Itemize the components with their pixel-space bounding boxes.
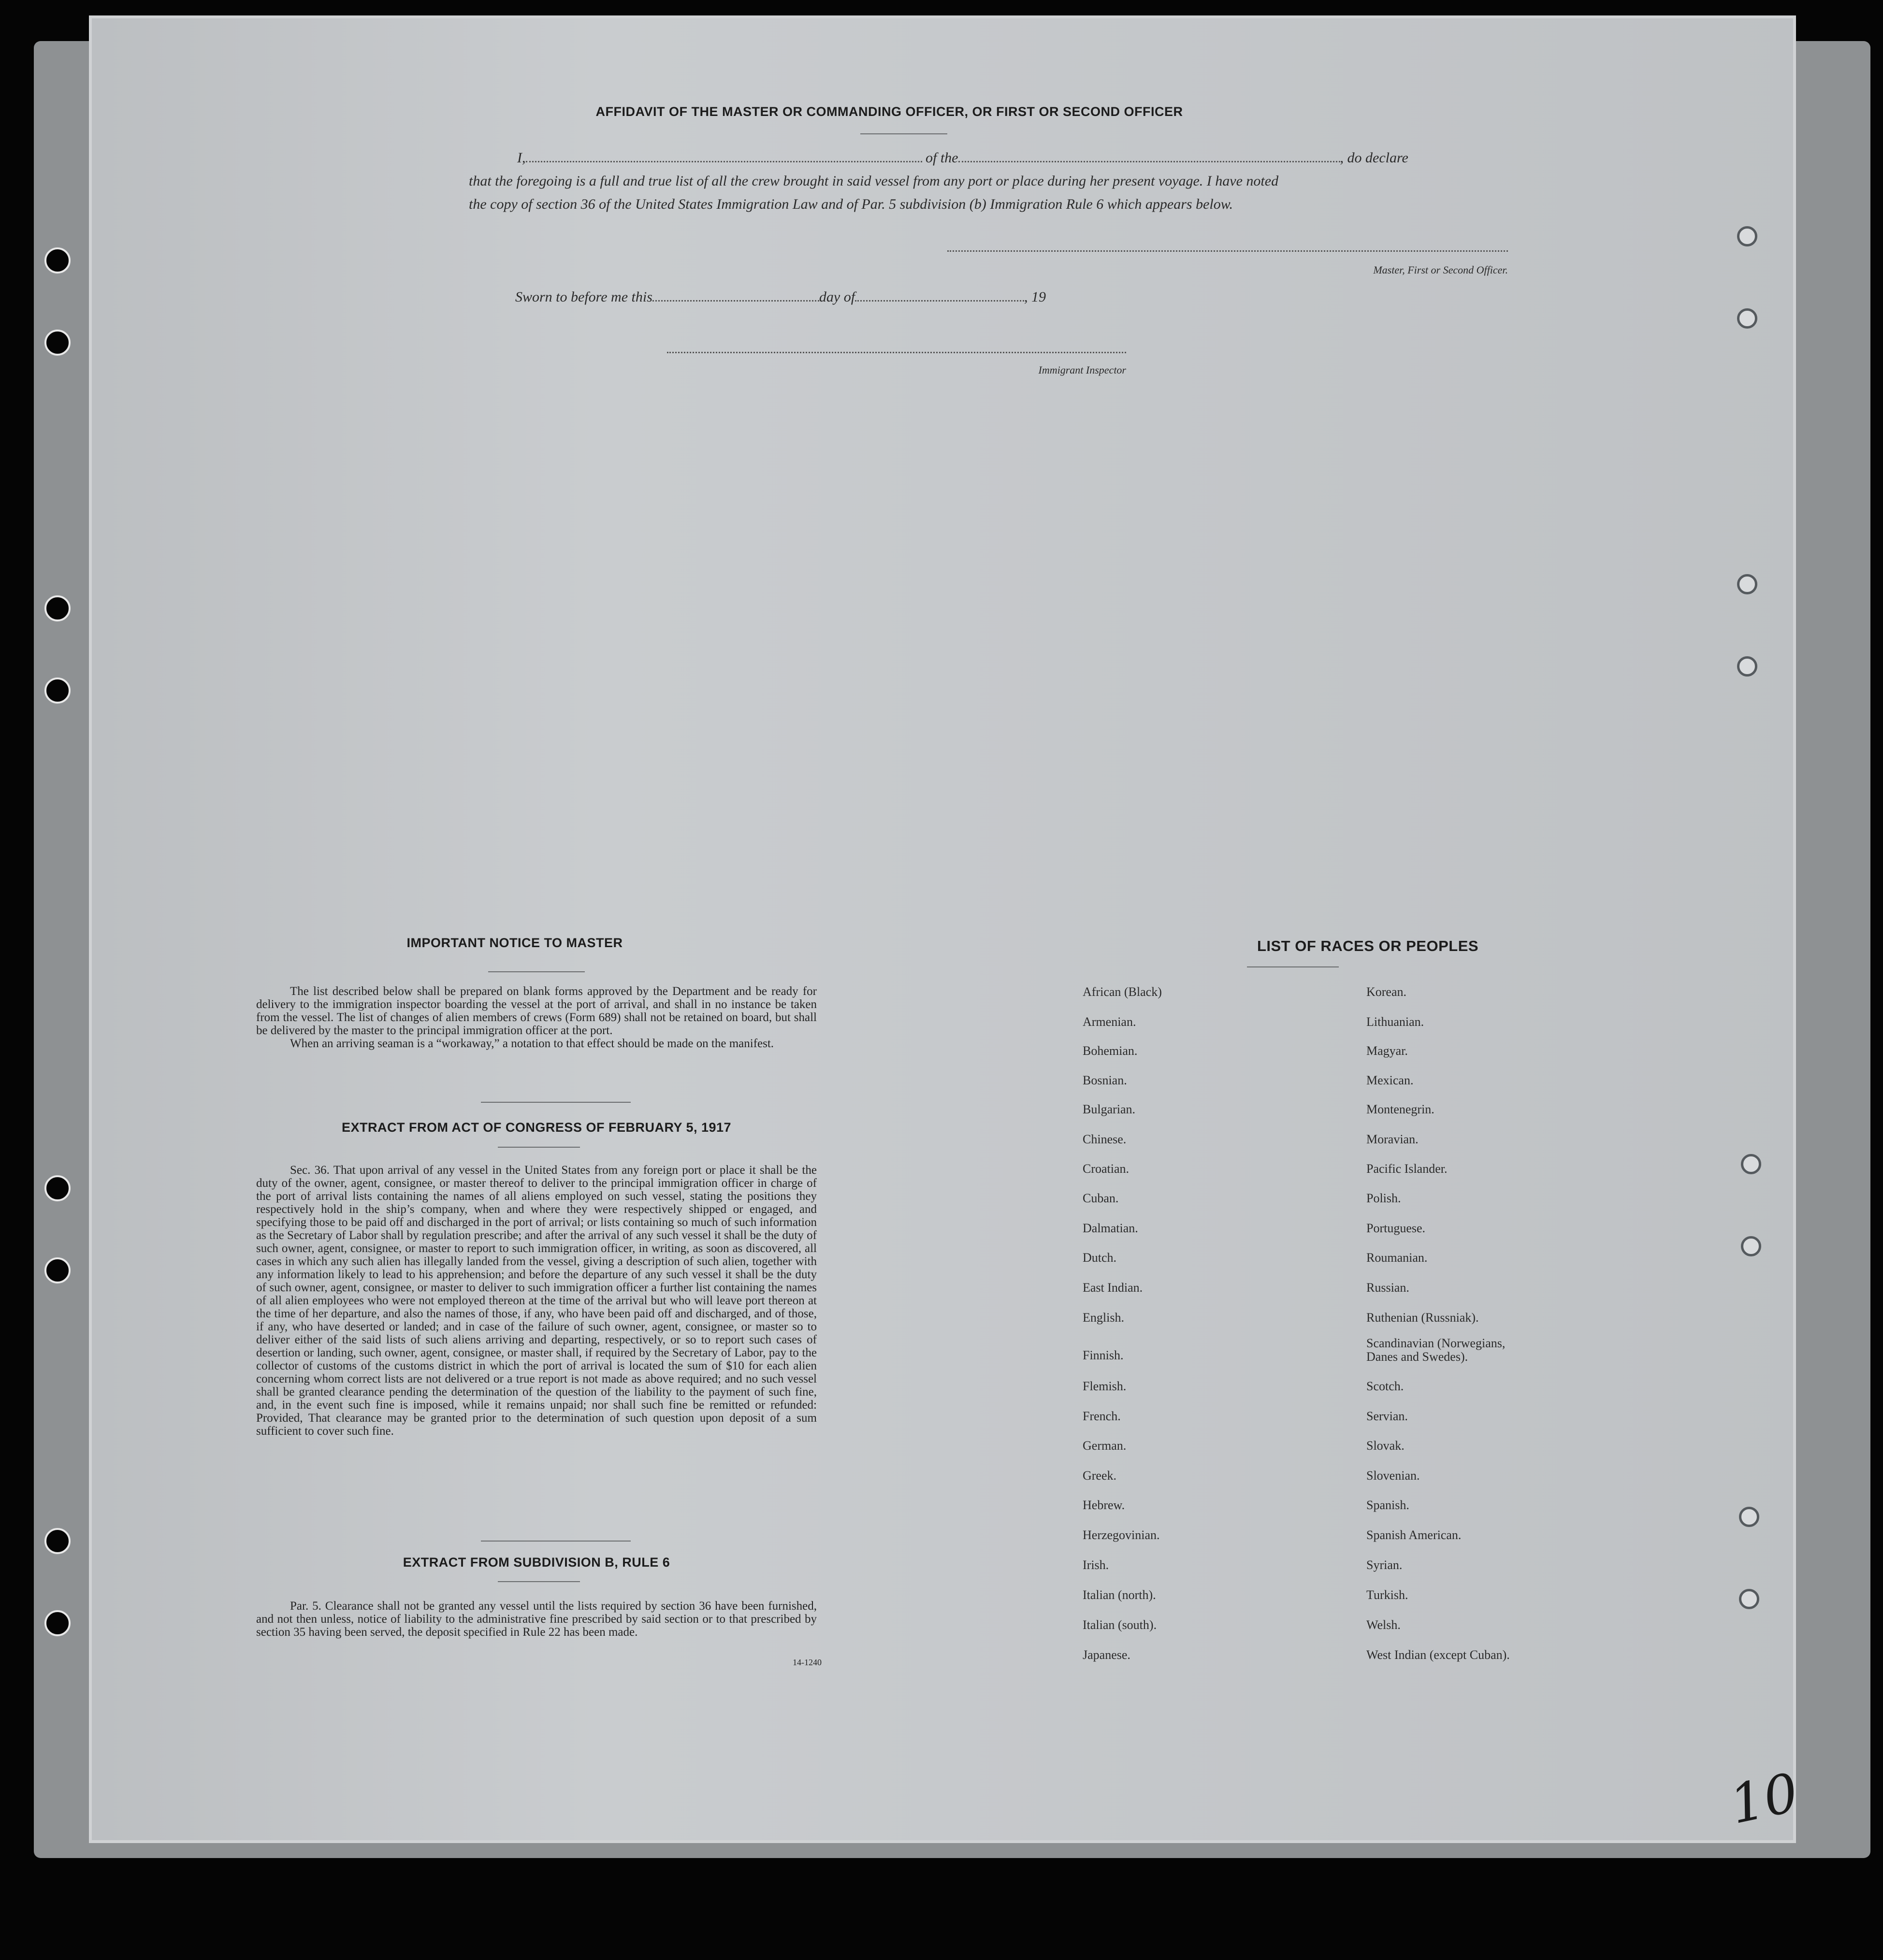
of-the-label: of the (926, 150, 958, 166)
ring-hole (1737, 226, 1757, 246)
punch-hole (44, 1528, 71, 1554)
do-declare-label: , do declare (1340, 150, 1408, 166)
race-left: African (Black) (1083, 985, 1162, 999)
ring-hole (1737, 656, 1757, 677)
race-left: Flemish. (1083, 1379, 1127, 1393)
ring-hole (1741, 1154, 1761, 1174)
punch-hole (44, 1175, 71, 1201)
race-right: Portuguese. (1366, 1221, 1426, 1235)
races-divider (1247, 966, 1339, 967)
race-left: German. (1083, 1439, 1127, 1453)
race-right: Montenegrin. (1366, 1102, 1434, 1116)
notice-paragraph: The list described below shall be prepared on blank forms approved by the Department and be ready for delivery to the immigration inspector boarding the vessel at the port of arrival, and shall in no instance be taken from the vessel. The list of changes of alien members of crews (Form 689) shall not be retained on board, but shall be delivered by the master to the principal immigration officer at the port. (256, 985, 817, 1037)
signature-line[interactable] (947, 250, 1508, 252)
sec-label: Sec. 36. (290, 1164, 330, 1177)
rule-extract-divider (498, 1581, 580, 1582)
sworn-day-field[interactable] (652, 300, 819, 302)
act-extract-title: EXTRACT FROM ACT OF CONGRESS OF FEBRUARY 5, 1917 (341, 1120, 732, 1135)
signature-caption: Master, First or Second Officer. (1373, 264, 1508, 276)
race-left: Irish. (1083, 1558, 1109, 1572)
day-of-label: day of (819, 289, 855, 305)
race-left: Greek. (1083, 1469, 1117, 1483)
notice-title: IMPORTANT NOTICE TO MASTER (406, 936, 623, 950)
section-divider (481, 1102, 631, 1103)
form-number: 14-1240 (793, 1657, 822, 1667)
punch-hole (44, 595, 71, 621)
sworn-month-field[interactable] (855, 300, 1024, 302)
race-right: Turkish. (1366, 1588, 1408, 1602)
section-divider-2 (481, 1541, 631, 1542)
ring-hole (1739, 1589, 1759, 1609)
inspector-caption: Immigrant Inspector (1038, 364, 1126, 376)
i-label: I, (517, 150, 526, 166)
inspector-signature-line[interactable] (667, 352, 1126, 353)
race-left: Cuban. (1083, 1191, 1119, 1205)
race-left: Chinese. (1083, 1132, 1127, 1146)
handwritten-page-number: 10 (1724, 1761, 1804, 1836)
race-left: Dutch. (1083, 1251, 1117, 1265)
race-left: English. (1083, 1311, 1124, 1325)
race-right: Slovak. (1366, 1439, 1405, 1453)
ring-hole (1741, 1236, 1761, 1256)
race-right: Syrian. (1366, 1558, 1403, 1572)
race-left: Dalmatian. (1083, 1221, 1138, 1235)
race-right: Roumanian. (1366, 1251, 1428, 1265)
race-right: Scandinavian (Norwegians, Danes and Swedes). (1366, 1336, 1506, 1364)
ring-hole (1737, 574, 1757, 594)
punch-hole (44, 247, 71, 274)
race-right: Slovenian. (1366, 1469, 1420, 1483)
act-extract-divider (498, 1147, 580, 1148)
ring-hole (1737, 308, 1757, 329)
race-left: East Indian. (1083, 1281, 1143, 1295)
sworn-line (515, 289, 1144, 305)
race-right: Russian. (1366, 1281, 1409, 1295)
race-left: Bohemian. (1083, 1044, 1138, 1058)
race-right: Moravian. (1366, 1132, 1419, 1146)
name-field[interactable] (526, 161, 922, 162)
race-right: Spanish American. (1366, 1528, 1462, 1542)
affidavit-line2: that the foregoing is a full and true list of all the crew brought in said vessel from any port or place during her present voyage. I have noted (469, 173, 1279, 189)
punch-hole (44, 330, 71, 356)
race-right: Servian. (1366, 1409, 1408, 1423)
year-label: , 19 (1024, 289, 1046, 305)
affidavit-title: AFFIDAVIT OF THE MASTER OR COMMANDING OFFICER, OR FIRST OR SECOND OFFICER (595, 104, 1183, 119)
race-left: French. (1083, 1409, 1121, 1423)
race-left: Armenian. (1083, 1015, 1136, 1029)
notice-paragraph-2: When an arriving seaman is a “workaway,” a notation to that effect should be made on the manifest. (290, 1037, 774, 1050)
document-page (92, 18, 1804, 1840)
rule-extract-title: EXTRACT FROM SUBDIVISION B, RULE 6 (403, 1555, 670, 1570)
race-left: Hebrew. (1083, 1498, 1125, 1512)
rule-extract-body: Par. 5. Clearance shall not be granted any vessel until the lists required by section 36 have been furnished, and not then unless, notice of liability to the administrative fine prescribed by said section or to that prescribed by section 35 having been served, the deposit specified in Rule 22 has been made. (256, 1600, 817, 1639)
affidavit-line1 (517, 150, 1508, 166)
punch-hole (44, 677, 71, 704)
race-right: Lithuanian. (1366, 1015, 1424, 1029)
race-left: Finnish. (1083, 1348, 1124, 1362)
notice-body (256, 985, 817, 1050)
ring-hole (1739, 1507, 1759, 1527)
notice-divider (488, 971, 585, 972)
act-extract-text: That upon arrival of any vessel in the United States from any foreign port or place it shall be the duty of the owner, agent, consignee, or master thereof to deliver to the principal immigration officer in charge of the port of arrival lists containing the names of all aliens employed on such vessel, stating the positions they respectively hold in the ship’s company, when and where they were respectively shipped or engaged, and specifying those to be paid off and discharged in the port of arrival; or lists containing so much of such information as the Secretary of Labor shall by regulation prescribe; and after the arrival of any such vessel it shall be the duty of such owner, agent, consignee, or master to report to such immigration officer, in writing, as soon as discovered, all cases in which any such alien has illegally landed from the vessel, giving a description of such alien, together with any information likely to lead to his apprehension; and before the departure of any such vessel it shall be the duty of such owner, agent, consignee, or master to deliver to such immigration officer a further list containing the names of all alien employees who were not employed thereon at the time of the arrival but who will leave port thereon at the time of her departure, and also the names of those, if any, who have been paid off and discharged, and of those, if any, who have deserted or landed; and in case of the failure of such owner, agent, consignee, or master so to deliver either of the said lists of such aliens arriving and departing, respectively, or so to report such cases of desertion or landing, such owner, agent, consignee, or master shall, if required by the Secretary of Labor, pay to the collector of customs of the customs district in which the port of arrival is located the sum of $10 for each alien concerning whom correct lists are not delivered or a true report is not made as above required; and no such vessel shall be granted clearance pending the determination of the question of the liability to the payment of such fine, and, in the event such fine is imposed, while it remains unpaid; nor shall such fine be remitted or refunded: Provided, That clearance may be granted prior to the determination of such question upon deposit of a sum sufficient to cover such fine. (256, 1164, 817, 1438)
act-extract-body (256, 1164, 817, 1438)
race-left: Italian (south). (1083, 1618, 1157, 1632)
title-divider (860, 133, 947, 134)
race-right: Spanish. (1366, 1498, 1409, 1512)
race-left: Croatian. (1083, 1162, 1130, 1176)
race-right: Magyar. (1366, 1044, 1408, 1058)
race-right: Polish. (1366, 1191, 1401, 1205)
race-left: Italian (north). (1083, 1588, 1156, 1602)
race-right: Mexican. (1366, 1073, 1414, 1087)
race-right: Ruthenian (Russniak). (1366, 1311, 1479, 1325)
sworn-label: Sworn to before me this (515, 289, 652, 305)
race-left: Japanese. (1083, 1648, 1130, 1662)
race-right: Pacific Islander. (1366, 1162, 1448, 1176)
race-right: Korean. (1366, 985, 1407, 999)
affidavit-line3: the copy of section 36 of the United States Immigration Law and of Par. 5 subdivision (b) Immigration Rule 6 which appears below. (469, 196, 1233, 212)
race-right: Scotch. (1366, 1379, 1404, 1393)
race-left: Bosnian. (1083, 1073, 1127, 1087)
punch-hole (44, 1257, 71, 1283)
races-title: LIST OF RACES OR PEOPLES (1257, 937, 1479, 954)
race-right: West Indian (except Cuban). (1366, 1648, 1510, 1662)
race-left: Bulgarian. (1083, 1102, 1136, 1116)
race-right: Welsh. (1366, 1618, 1401, 1632)
race-left: Herzegovinian. (1083, 1528, 1160, 1542)
vessel-field[interactable] (958, 161, 1340, 162)
punch-hole (44, 1610, 71, 1636)
